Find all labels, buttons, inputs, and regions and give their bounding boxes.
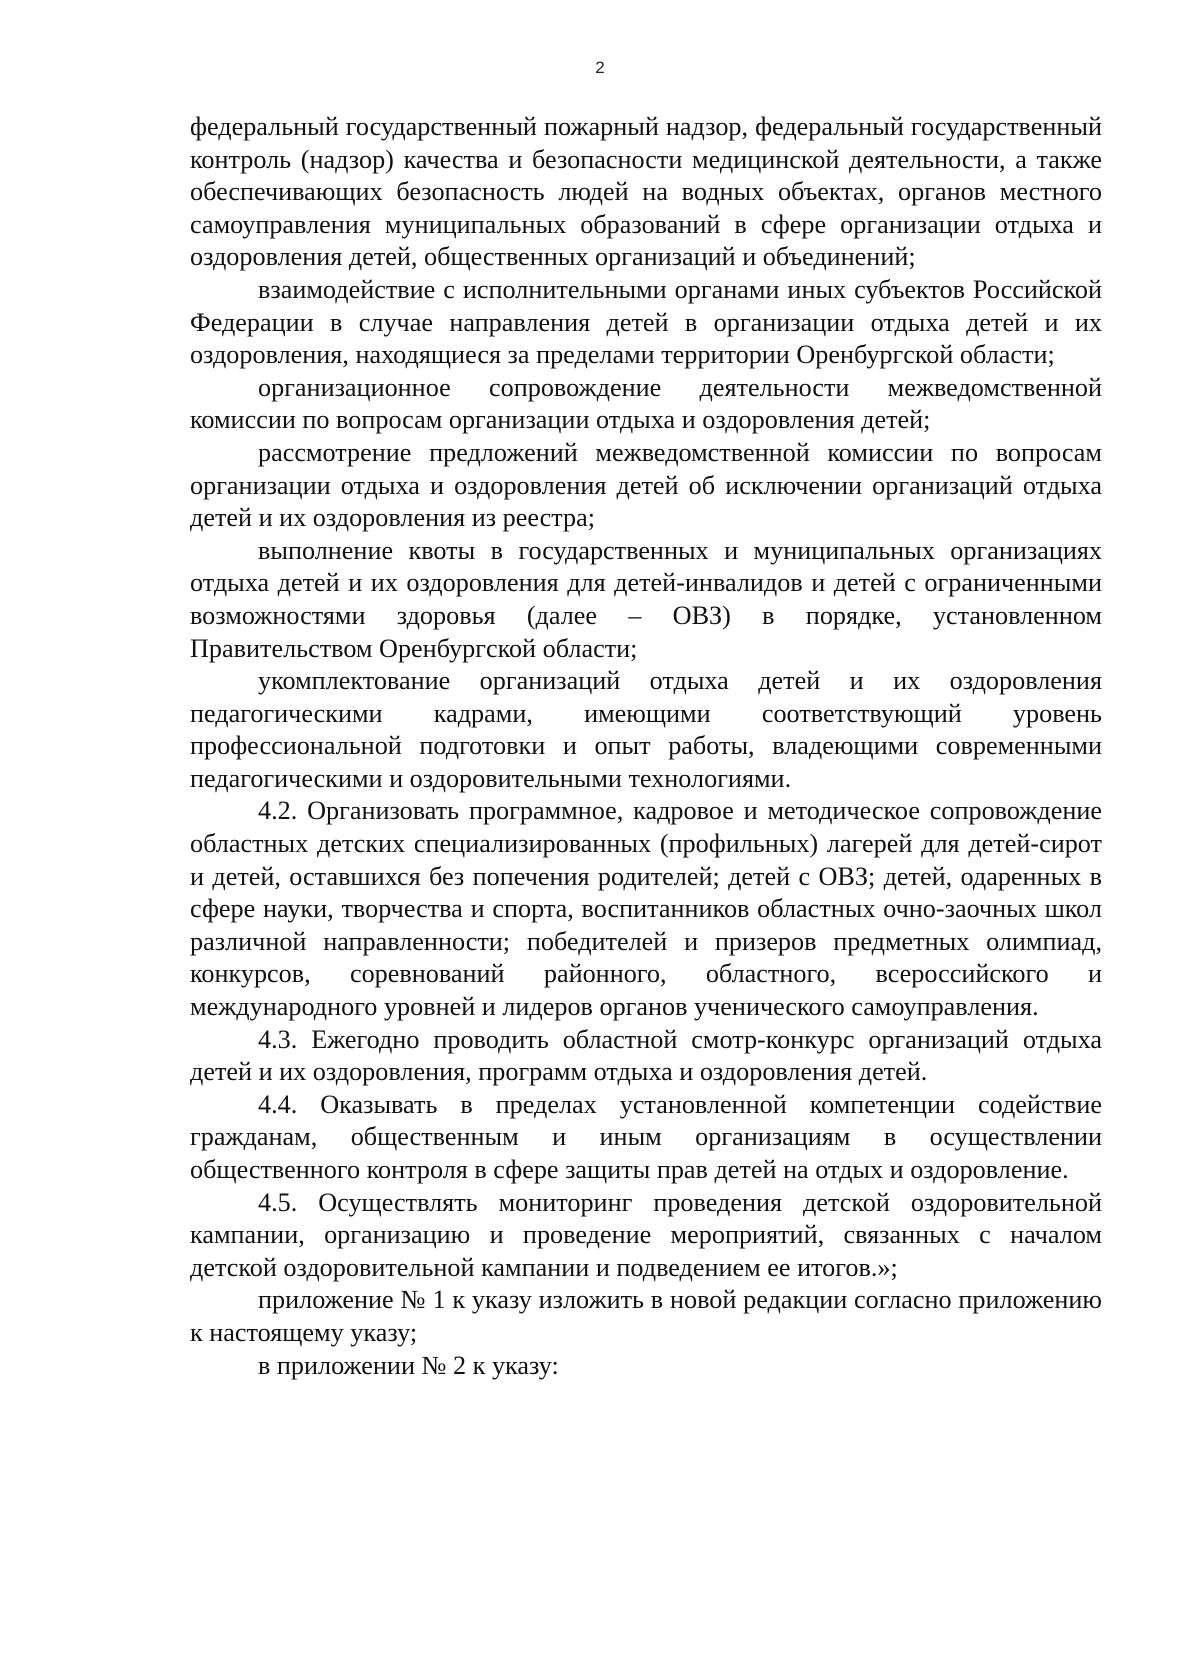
document-body	[190, 111, 1102, 1382]
paragraph-4-2: 4.2. Организовать программное, кадровое и методическое сопровождение областных детских специализированных (профильных) лагерей для детей-сирот и детей, оставшихся без попечения родителей; детей с ОВЗ; детей, одаренных в сфере науки, творчества и спорта, воспитанников областных очно-заочных школ различной направленности; победителей и призеров предметных олимпиад, конкурсов, соревнований районного, областного, всероссийского и международного уровней и лидеров органов ученического самоуправления.	[190, 796, 1102, 1022]
paragraph-appendix-2: в приложении № 2 к указу:	[258, 1350, 559, 1380]
paragraph-4-3: 4.3. Ежегодно проводить областной смотр-конкурс организаций отдыха детей и их оздоровления, программ отдыха и оздоровления детей.	[190, 1024, 1102, 1087]
paragraph-commission-proposals: рассмотрение предложений межведомственной комиссии по вопросам организации отдыха и оздоровления детей об исключении организаций отдыха детей и их оздоровления из реестра;	[190, 437, 1102, 533]
paragraph-appendix-1: приложение № 1 к указу изложить в новой редакции согласно приложению к настоящему указу;	[190, 1285, 1102, 1347]
page-number: 2	[595, 58, 605, 77]
paragraph-quota: выполнение квоты в государственных и муниципальных организациях отдыха детей и их оздоровления для детей-инвалидов и детей с ограниченными возможностями здоровья (далее – ОВЗ) в порядке, установленном Правительством Оренбургской области;	[190, 535, 1102, 663]
paragraph-staffing: укомплектование организаций отдыха детей и их оздоровления педагогическими кадрами, имеющими соответствующий уровень профессиональной подготовки и опыт работы, владеющими современными педагогическими и оздоровительными технологиями.	[190, 666, 1102, 793]
paragraph-4-5: 4.5. Осуществлять мониторинг проведения детской оздоровительной кампании, организацию и проведение мероприятий, связанных с началом детской оздоровительной кампании и подведением ее итогов.»;	[190, 1187, 1102, 1282]
paragraph-continuation: федеральный государственный пожарный надзор, федеральный государственный контроль (надзор) качества и безопасности медицинской деятельности, а также обеспечивающих безопасность людей на водных объектах, органов местного самоуправления муниципальных образований в сфере организации отдыха и оздоровления детей, общественных организаций и объединений;	[190, 112, 1102, 272]
paragraph-interaction-subjects: взаимодействие с исполнительными органами иных субъектов Российской Федерации в случае направления детей в организации отдыха детей и их оздоровления, находящиеся за пределами территории Оренбургской области;	[190, 274, 1102, 370]
paragraph-commission-support: организационное сопровождение деятельности межведомственной комиссии по вопросам организации отдыха и оздоровления детей;	[190, 372, 1102, 435]
paragraph-4-4: 4.4. Оказывать в пределах установленной компетенции содействие гражданам, общественным и иным организациям в осуществлении общественного контроля в сфере защиты прав детей на отдых и оздоровление.	[190, 1089, 1102, 1184]
